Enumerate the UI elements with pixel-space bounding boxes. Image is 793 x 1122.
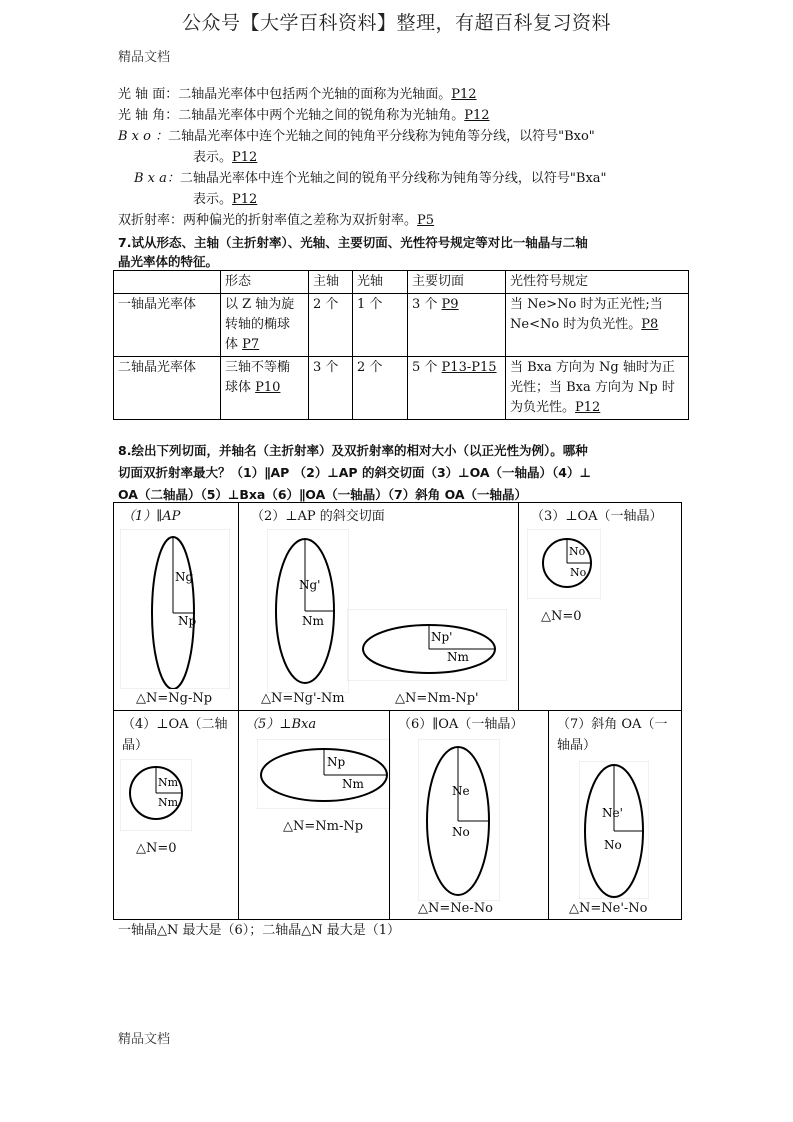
section-label: （5）⊥Bxa xyxy=(245,717,317,732)
shape-line: 以 Z 轴为旋 xyxy=(225,297,295,312)
axes-cell: 2 个 xyxy=(309,294,353,357)
page-ref: P13-P15 xyxy=(441,360,497,375)
axis-label: Np' xyxy=(431,630,453,644)
circle-figure xyxy=(527,529,601,599)
row-name: 一轴晶光率体 xyxy=(114,294,221,357)
axis-label: Nm xyxy=(302,614,324,628)
shape-cell xyxy=(221,357,309,420)
section-text: 3 个 xyxy=(412,297,442,312)
shape-text: 体 xyxy=(225,337,243,352)
sign-line xyxy=(510,398,684,418)
stamp-bottom: 精品文档 xyxy=(118,1032,171,1047)
sign-text: Ne<No 时为负光性。 xyxy=(510,317,642,332)
section-cell-2 xyxy=(238,502,519,711)
axis-label: Nm xyxy=(158,776,179,789)
axis-label: Np xyxy=(327,755,346,769)
table-row xyxy=(114,357,689,420)
axes-cell: 3 个 xyxy=(309,357,353,420)
birefringence-formula: △N=0 xyxy=(541,609,582,624)
axis-label: Ne' xyxy=(602,806,623,820)
table-header-cell: 主轴 xyxy=(309,271,353,294)
optic-axes-cell: 1 个 xyxy=(353,294,408,357)
birefringence-formula: △N=Ne'-No xyxy=(569,901,648,916)
section-label: （4）⊥OA（二轴 xyxy=(122,717,228,732)
birefringence-formula: △N=Nm-Np xyxy=(283,819,364,834)
definition-text: 二轴晶光率体中连个光轴之间的钝角平分线称为钝角等分线，以符号"Bxo" xyxy=(168,129,595,144)
definition-term: B x a： xyxy=(134,171,180,186)
page-ref: P12 xyxy=(575,400,601,415)
table-row xyxy=(114,294,689,357)
q8-title-line2: 切面双折射率最大？（1）∥AP （2）⊥AP 的斜交切面（3）⊥OA（一轴晶）（4）⊥ xyxy=(118,465,591,480)
ellipse-figure xyxy=(347,609,507,681)
ellipse-figure xyxy=(257,739,391,809)
section-label: （3）⊥OA（一轴晶） xyxy=(531,509,663,524)
definition-bxa-cont xyxy=(193,190,257,209)
page-ref: P10 xyxy=(255,380,281,395)
page-ref: P12 xyxy=(451,87,477,102)
definition-birefringence xyxy=(118,211,434,230)
sign-line: 当 Ne>No 时为正光性;当 xyxy=(510,297,663,312)
definition-bxa xyxy=(134,169,607,188)
shape-line: 三轴不等椭 xyxy=(225,360,291,375)
section-label: （2）⊥AP 的斜交切面 xyxy=(251,509,385,524)
axis-label: Nm xyxy=(158,796,179,809)
comparison-table xyxy=(113,270,689,420)
page-banner: 公众号【大学百科资料】整理，有超百科复习资料 xyxy=(181,12,611,34)
birefringence-formula: △N=Ne-No xyxy=(418,901,493,916)
optic-axes-cell: 2 个 xyxy=(353,357,408,420)
table-header-cell: 光轴 xyxy=(353,271,408,294)
circle-figure xyxy=(120,759,192,831)
definition-text: 二轴晶光率体中连个光轴之间的锐角平分线称为钝角等分线，以符号"Bxa" xyxy=(179,171,607,186)
axis-label: Ng xyxy=(175,570,194,584)
shape-line: 转轴的椭球 xyxy=(225,317,291,332)
page-ref: P5 xyxy=(417,213,435,228)
q8-title-line1: 8.绘出下列切面，并轴名（主折射率）及双折射率的相对大小（以正光性为例）。哪种 xyxy=(118,443,588,458)
section-cell-1 xyxy=(113,502,239,711)
q7-title-line1: 7.试从形态、主轴（主折射率）、光轴、主要切面、光性符号规定等对比一轴晶与二轴 xyxy=(118,235,588,250)
section-label: 晶） xyxy=(122,738,149,753)
page-ref: P12 xyxy=(232,192,258,207)
definition-term: B x o ： xyxy=(118,129,169,144)
shape-text: 球体 xyxy=(225,380,256,395)
table-header-cell: 形态 xyxy=(221,271,309,294)
shape-line xyxy=(225,335,304,355)
sign-cell xyxy=(506,357,689,420)
axis-label: No xyxy=(570,566,587,579)
page-ref: P12 xyxy=(232,150,258,165)
ellipse-figure xyxy=(267,529,349,693)
page-ref: P12 xyxy=(464,108,490,123)
section-label: （1）∥AP xyxy=(122,509,181,524)
section-cell-6 xyxy=(389,710,549,920)
section-label: （7）斜角 OA（一 xyxy=(557,717,668,732)
axis-label: Ng' xyxy=(299,578,321,592)
definition-text: 二轴晶光率体中包括两个光轴的面称为光轴面。 xyxy=(178,87,452,102)
definition-bxo xyxy=(118,127,595,146)
ellipse-figure xyxy=(579,761,649,899)
q7-title-line2: 晶光率体的特征。 xyxy=(118,254,219,269)
section-cell xyxy=(408,357,506,420)
table-header-cell: 光性符号规定 xyxy=(506,271,689,294)
shape-line xyxy=(225,378,304,398)
definition-optic-angle xyxy=(118,106,490,125)
page-ref: P7 xyxy=(242,337,260,352)
sign-text: 为负光性。 xyxy=(510,400,576,415)
axis-label: Nm xyxy=(447,650,469,664)
axis-label: No xyxy=(569,545,586,558)
section-cell-3 xyxy=(518,502,682,711)
axis-label: No xyxy=(452,825,470,839)
birefringence-formula: △N=Nm-Np' xyxy=(395,691,479,706)
axis-label: Np xyxy=(178,614,197,628)
definition-optic-plane xyxy=(118,85,477,104)
sign-line: 当 Bxa 方向为 Ng 轴时为正 xyxy=(510,360,675,375)
ellipse-figure xyxy=(418,739,500,901)
birefringence-formula: △N=Ng'-Nm xyxy=(261,691,345,706)
row-name: 二轴晶光率体 xyxy=(114,357,221,420)
table-header-cell xyxy=(114,271,221,294)
section-cell-5 xyxy=(238,710,390,920)
section-label: （6）∥OA（一轴晶） xyxy=(398,717,524,732)
q8-title-line3: OA（二轴晶）（5）⊥Bxa（6）∥OA（一轴晶）（7）斜角 OA（一轴晶） xyxy=(118,487,528,502)
axis-label: Nm xyxy=(342,777,364,791)
page-ref: P8 xyxy=(641,317,659,332)
stamp-top: 精品文档 xyxy=(118,50,171,65)
table-header-row xyxy=(114,271,689,294)
section-cell xyxy=(408,294,506,357)
section-label: 轴晶） xyxy=(557,738,597,753)
definition-text: 两种偏光的折射率值之差称为双折射率。 xyxy=(183,213,418,228)
definition-cont: 表示。 xyxy=(193,150,233,165)
definition-term: 双折射率： xyxy=(118,213,184,228)
axis-label: No xyxy=(604,838,622,852)
birefringence-formula: △N=Ng-Np xyxy=(136,691,213,706)
definition-term: 光 轴 面： xyxy=(118,87,179,102)
sign-line: 光性；当 Bxa 方向为 Np 时 xyxy=(510,380,675,395)
ellipse-figure xyxy=(120,529,230,689)
section-cell-7 xyxy=(548,710,682,920)
sign-line xyxy=(510,315,684,335)
section-text: 5 个 xyxy=(412,360,442,375)
definition-text: 二轴晶光率体中两个光轴之间的锐角称为光轴角。 xyxy=(178,108,465,123)
axis-label: Ne xyxy=(452,784,470,798)
table-header-cell: 主要切面 xyxy=(408,271,506,294)
definition-bxo-cont xyxy=(193,148,257,167)
section-cell-4 xyxy=(113,710,239,920)
sign-cell xyxy=(506,294,689,357)
definition-cont: 表示。 xyxy=(193,192,233,207)
q8-answer: 一轴晶△N 最大是（6）；二轴晶△N 最大是（1） xyxy=(118,923,401,938)
shape-cell xyxy=(221,294,309,357)
birefringence-formula: △N=0 xyxy=(136,841,177,856)
page-ref: P9 xyxy=(441,297,459,312)
definition-term: 光 轴 角： xyxy=(118,108,179,123)
